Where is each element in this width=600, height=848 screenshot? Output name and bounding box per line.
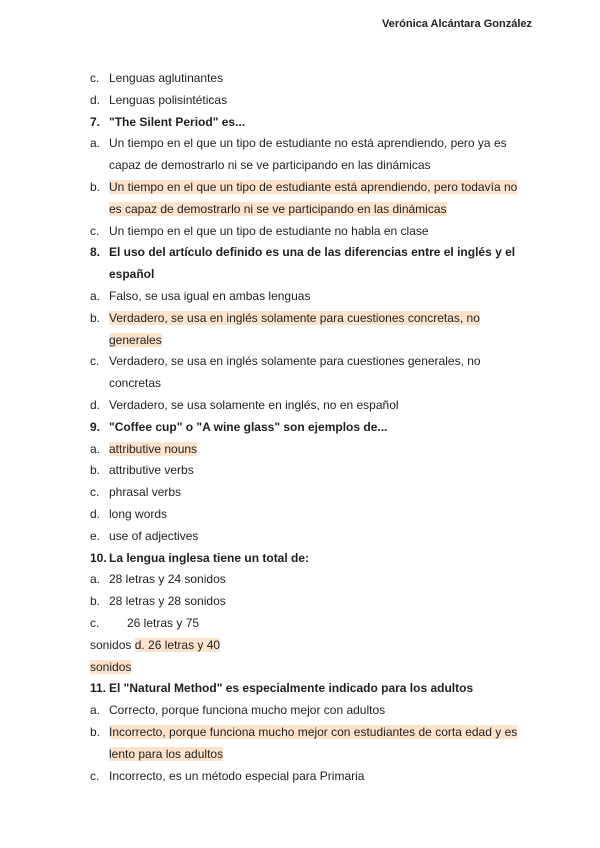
option-letter: a. bbox=[90, 572, 101, 587]
option-text: Falso, se usa igual en ambas lenguas bbox=[109, 288, 311, 303]
option-letter: c. bbox=[90, 615, 100, 630]
option-letter: a. bbox=[90, 441, 101, 456]
question-9 bbox=[90, 417, 530, 439]
question-text: El uso del artículo definido es una de las diferencias entre el inglés y el bbox=[109, 245, 516, 260]
option-letter: a. bbox=[90, 703, 101, 718]
option-text: concretas bbox=[109, 376, 162, 391]
option-letter: c. bbox=[90, 71, 100, 85]
option-c bbox=[90, 221, 530, 243]
option-c bbox=[90, 482, 530, 504]
option-b bbox=[90, 591, 530, 613]
option-b-continued bbox=[90, 744, 530, 766]
option-b bbox=[90, 460, 530, 482]
option-b-correct bbox=[90, 177, 530, 199]
option-letter: b. bbox=[90, 724, 101, 739]
highlighted-answer: sonidos bbox=[90, 659, 132, 674]
question-number: 10. bbox=[90, 550, 107, 565]
option-text: Verdadero, se usa en inglés solamente para cuestiones generales, no bbox=[109, 354, 481, 369]
option-d-correct bbox=[90, 635, 530, 657]
question-list bbox=[90, 68, 530, 787]
option-letter: d. bbox=[90, 92, 101, 107]
option-letter: c. bbox=[90, 354, 100, 369]
option-e bbox=[90, 526, 530, 548]
question-8 bbox=[90, 242, 530, 264]
option-letter: e. bbox=[90, 528, 101, 543]
option-b-correct bbox=[90, 308, 530, 330]
option-text: phrasal verbs bbox=[109, 485, 182, 500]
option-d bbox=[90, 504, 530, 526]
option-a bbox=[90, 133, 530, 155]
option-text: Verdadero, se usa solamente en inglés, no en español bbox=[109, 397, 399, 412]
option-text: Lenguas aglutinantes bbox=[109, 71, 224, 85]
question-7 bbox=[90, 112, 530, 134]
option-letter: b. bbox=[90, 179, 101, 194]
option-letter: a. bbox=[90, 288, 101, 303]
question-text: El "Natural Method" es especialmente indicado para los adultos bbox=[109, 681, 474, 696]
question-text: La lengua inglesa tiene un total de: bbox=[109, 550, 310, 565]
option-c bbox=[90, 351, 530, 373]
option-b-correct bbox=[90, 722, 530, 744]
question-10 bbox=[90, 548, 530, 570]
option-letter: b. bbox=[90, 310, 101, 325]
question-number: 7. bbox=[90, 114, 101, 129]
highlighted-answer: Verdadero, se usa en inglés solamente para cuestiones concretas, no bbox=[109, 310, 480, 325]
option-letter: a. bbox=[90, 136, 101, 151]
option-text: 28 letras y 28 sonidos bbox=[109, 594, 226, 609]
highlighted-answer: lento para los adultos bbox=[109, 746, 224, 761]
option-a bbox=[90, 286, 530, 308]
question-text: "The Silent Period" es... bbox=[109, 114, 246, 129]
highlighted-answer: generales bbox=[109, 332, 162, 347]
option-letter: d. bbox=[90, 506, 101, 521]
option-text: Correcto, porque funciona mucho mejor con adultos bbox=[109, 703, 386, 718]
option-d bbox=[90, 90, 530, 112]
highlighted-answer: attributive nouns bbox=[109, 441, 198, 456]
question-number: 8. bbox=[90, 245, 101, 260]
highlighted-answer: es capaz de demostrarlo ni se ve participando en las dinámicas bbox=[109, 201, 447, 216]
option-a bbox=[90, 700, 530, 722]
option-letter: b. bbox=[90, 594, 101, 609]
option-text: use of adjectives bbox=[109, 528, 199, 543]
option-b-continued bbox=[90, 199, 530, 221]
option-letter: c. bbox=[90, 485, 100, 500]
author-name: Verónica Alcántara González bbox=[382, 18, 532, 30]
highlighted-answer: d. 26 letras y 40 bbox=[134, 637, 221, 652]
question-text: español bbox=[109, 267, 155, 282]
option-letter: c. bbox=[90, 768, 100, 783]
option-d-continued bbox=[90, 657, 530, 679]
question-11 bbox=[90, 678, 530, 700]
option-b-continued bbox=[90, 330, 530, 352]
option-text: Incorrecto, es un método especial para Primaria bbox=[109, 768, 365, 783]
option-d bbox=[90, 395, 530, 417]
option-text: Lenguas polisintéticas bbox=[109, 92, 228, 107]
option-text: long words bbox=[109, 506, 168, 521]
option-text: 28 letras y 24 sonidos bbox=[109, 572, 226, 587]
option-text: Un tiempo en el que un tipo de estudiante no habla en clase bbox=[109, 223, 429, 238]
highlighted-answer: Incorrecto, porque funciona mucho mejor con estudiantes de corta edad y es bbox=[109, 724, 518, 739]
option-a-continued bbox=[90, 155, 530, 177]
option-text: sonidos bbox=[90, 637, 135, 652]
option-text: 26 letras y 75 bbox=[127, 615, 200, 630]
option-a-correct bbox=[90, 439, 530, 461]
question-number: 9. bbox=[90, 419, 101, 434]
option-c bbox=[90, 68, 530, 90]
question-number: 11. bbox=[90, 681, 107, 696]
option-letter: d. bbox=[90, 397, 101, 412]
option-a bbox=[90, 569, 530, 591]
question-8-continued bbox=[90, 264, 530, 286]
option-text: attributive verbs bbox=[109, 463, 194, 478]
option-c-continued bbox=[90, 373, 530, 395]
option-letter: c. bbox=[90, 223, 100, 238]
option-letter: b. bbox=[90, 463, 101, 478]
question-text: "Coffee cup" o "A wine glass" son ejemplos de... bbox=[109, 419, 388, 434]
option-text: capaz de demostrarlo ni se ve participando en las dinámicas bbox=[109, 158, 431, 173]
option-c bbox=[90, 613, 530, 635]
option-text: Un tiempo en el que un tipo de estudiante no está aprendiendo, pero ya es bbox=[109, 136, 507, 151]
option-c bbox=[90, 766, 530, 788]
highlighted-answer: Un tiempo en el que un tipo de estudiante está aprendiendo, pero todavía no bbox=[109, 179, 518, 194]
